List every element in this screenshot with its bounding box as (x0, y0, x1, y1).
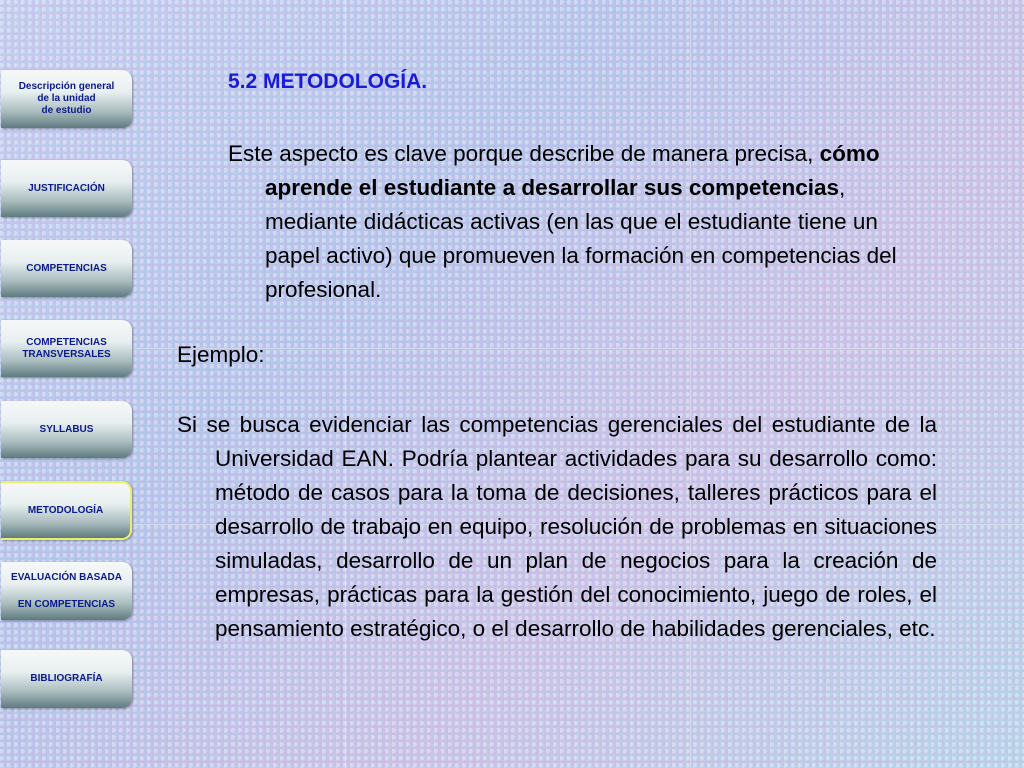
nav-label-line: TRANSVERSALES (22, 348, 111, 360)
nav-button-bibliografia[interactable] (1, 650, 132, 708)
intro-text: , mediante didácticas activas (en las que el estudiante tiene un papel activo) que promueven la formación en competencias del profesional. (265, 175, 897, 302)
nav-label-line: SYLLABUS (39, 423, 94, 435)
nav-button-competencias-transversales[interactable] (1, 320, 132, 377)
nav-button-justificacion[interactable] (1, 160, 132, 217)
nav-label-line: EVALUACIÓN BASADA (11, 572, 122, 583)
nav-label-line: BIBLIOGRAFÍA (30, 673, 103, 684)
background-grid-line (345, 0, 346, 768)
nav-label-line: de estudio (41, 105, 92, 116)
intro-text: Este aspecto es clave porque describe de manera precisa, (228, 141, 820, 166)
intro-bold-text: cómo aprende el estudiante a desarrollar sus competencias (265, 141, 880, 200)
example-paragraph (177, 408, 937, 646)
nav-label-line: Descripción general (18, 81, 115, 92)
nav-button-evaluacion-basada-en-competencias[interactable] (1, 562, 132, 620)
nav-button-descripcion-general[interactable] (1, 70, 132, 128)
nav-label-line: METODOLOGÍA (27, 504, 104, 516)
nav-label-line: JUSTIFICACIÓN (28, 182, 105, 194)
nav-button-competencias[interactable] (1, 240, 132, 297)
example-label: Ejemplo: (177, 342, 265, 367)
section-title: 5.2 METODOLOGÍA. (228, 70, 428, 93)
nav-label-line: COMPETENCIAS (26, 336, 107, 348)
background-grid-line (690, 0, 691, 768)
nav-button-metodologia[interactable] (1, 481, 132, 540)
nav-button-syllabus[interactable] (1, 401, 132, 458)
intro-paragraph (228, 137, 933, 307)
background-grid-line (0, 348, 1024, 349)
nav-label-line: EN COMPETENCIAS (17, 599, 116, 610)
nav-label-line: COMPETENCIAS (26, 262, 107, 274)
nav-label-line: de la unidad (37, 93, 96, 104)
example-text: Si se busca evidenciar las competencias gerenciales del estudiante de la Universidad EAN. Podría plantear actividades para su desarrollo como: método de casos para la toma de decisiones, talleres prácticos para el desarrollo de trabajo en equipo, resolución de problemas en situaciones simuladas, desarrollo de un plan de negocios para la creación de empresas, prácticas para la gestión del conocimiento, juego de roles, el pensamiento estratégico, o el desarrollo de habilidades gerenciales, etc. (177, 412, 937, 641)
